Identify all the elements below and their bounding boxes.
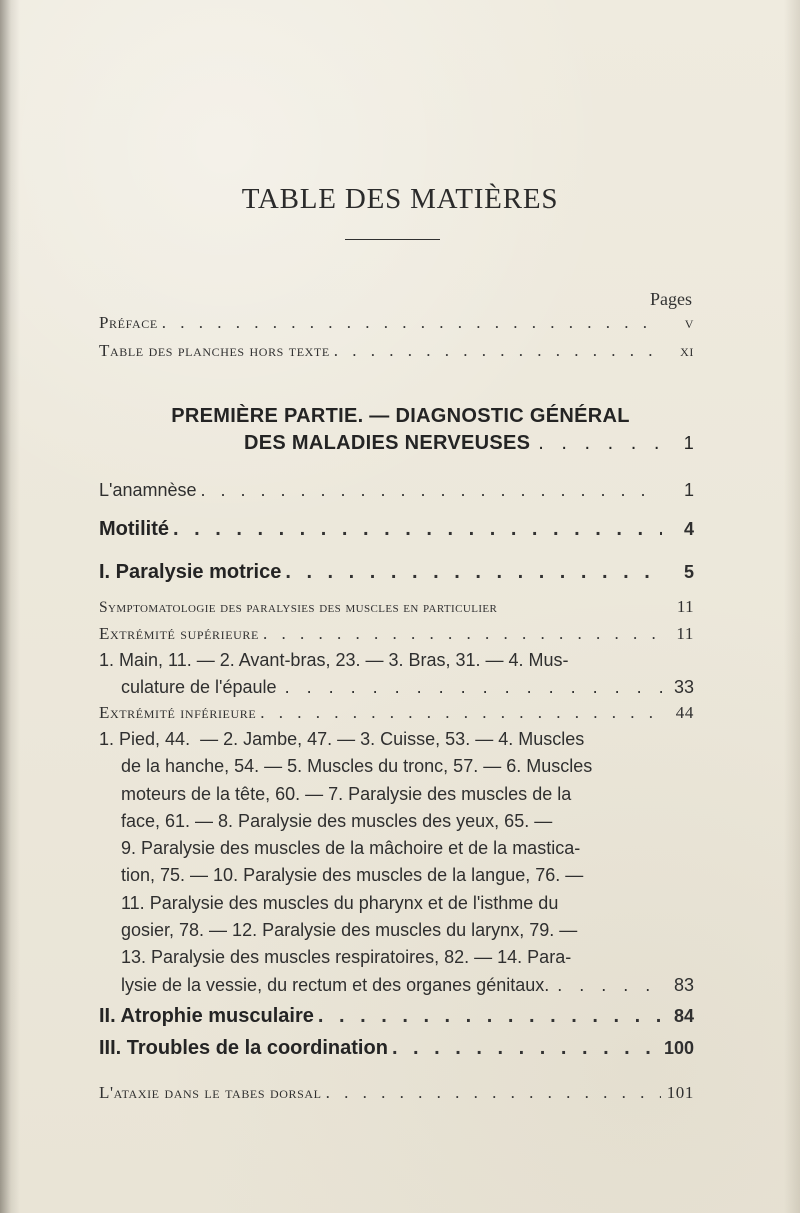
toc-entry-page: 33: [673, 677, 694, 698]
detail-text: de la hanche, 54. — 5. Muscles du tronc, 57. — 6. Muscles: [121, 756, 593, 777]
toc-entry-label: Préface: [99, 313, 158, 332]
toc-entry-symptomatologie: [99, 597, 694, 617]
detail-line: [99, 674, 694, 701]
part-heading-line-1: PREMIÈRE PARTIE. — DIAGNOSTIC GÉNÉRAL: [171, 405, 630, 427]
detail-text: 1. Pied, 44. — 2. Jambe, 47. — 3. Cuisse, 53. — 4. Muscles: [99, 729, 585, 749]
toc-entry-label: Table des planches hors texte: [99, 341, 330, 360]
dot-leader: [392, 1037, 658, 1060]
toc-entry-page: 11: [676, 597, 694, 616]
toc-entry-label: II. Atrophie musculaire: [99, 1005, 314, 1027]
toc-entry-page: 11: [676, 624, 694, 643]
toc-entry-label: L'anamnèse: [99, 480, 197, 500]
toc-detail-extremite-superieure: [99, 647, 694, 702]
toc-entry-page: v: [684, 313, 694, 332]
dot-leader: [326, 1083, 661, 1103]
toc-entry-page: 1: [683, 433, 694, 453]
pages-column-label: Pages: [650, 289, 692, 309]
dot-leader: [334, 341, 662, 361]
dot-leader: [162, 313, 662, 333]
detail-line: [99, 726, 694, 753]
detail-line: [99, 944, 694, 971]
detail-text: 13. Paralysie des muscles respiratoires, 82. — 14. Para-: [121, 947, 572, 968]
toc-entry-page: 5: [683, 562, 694, 582]
toc-entry-page: 84: [673, 1006, 694, 1026]
toc-entry-page: 4: [683, 519, 694, 539]
dot-leader: [318, 1005, 662, 1028]
toc-entry-page: 100: [663, 1038, 694, 1058]
detail-text: lysie de la vessie, du rectum et des organes génitaux.: [121, 974, 550, 995]
toc-entry-ataxie: [99, 1083, 694, 1103]
detail-line: [99, 890, 694, 917]
toc-entry-label: L'ataxie dans le tabes dorsal: [99, 1083, 322, 1102]
detail-text: 9. Paralysie des muscles de la mâchoire et de la mastica-: [121, 838, 581, 859]
toc-entry-page: 83: [673, 974, 694, 995]
dot-leader: [263, 624, 662, 644]
toc-entry-label: III. Troubles de la coordination: [99, 1037, 388, 1059]
toc-entry-anamnese: [99, 480, 694, 501]
toc-detail-extremite-inferieure: [99, 726, 694, 999]
detail-text: face, 61. — 8. Paralysie des muscles des yeux, 65. —: [121, 810, 553, 831]
toc-entry-page: xi: [680, 341, 694, 360]
dot-leader: [201, 480, 662, 501]
dot-leader: [538, 432, 662, 455]
detail-line: [99, 835, 694, 862]
part-heading-line-2: [99, 432, 694, 455]
dot-leader: [173, 518, 662, 541]
toc-entry-label: I. Paralysie motrice: [99, 561, 282, 583]
toc-entry-page: 101: [666, 1083, 694, 1102]
detail-line: [99, 753, 694, 780]
dot-leader: [285, 674, 662, 701]
detail-text: tion, 75. — 10. Paralysie des muscles de la langue, 76. —: [121, 865, 584, 886]
page-title: TABLE DES MATIÈRES: [241, 183, 559, 215]
toc-entry-planches: [99, 341, 694, 361]
detail-line: [99, 917, 694, 944]
toc-entry-label: Symptomatologie des paralysies des muscles en particulier: [99, 599, 498, 616]
toc-entry-paralysie-motrice: [99, 561, 694, 584]
detail-text: moteurs de la tête, 60. — 7. Paralysie des muscles de la: [121, 783, 572, 804]
detail-text: 1. Main, 11. — 2. Avant-bras, 23. — 3. Bras, 31. — 4. Mus-: [99, 650, 569, 670]
toc-entry-coordination: [99, 1037, 694, 1060]
toc-entry-page: 1: [683, 480, 694, 500]
toc-entry-label: Motilité: [99, 518, 169, 540]
detail-line: [99, 647, 694, 674]
detail-text: 11. Paralysie des muscles du pharynx et de l'isthme du: [121, 892, 559, 913]
detail-line: [99, 781, 694, 808]
toc-entry-extremite-inferieure: [99, 703, 694, 723]
detail-line: [99, 862, 694, 889]
detail-text: culature de l'épaule: [121, 677, 277, 698]
toc-entry-extremite-superieure: [99, 624, 694, 644]
detail-text: gosier, 78. — 12. Paralysie des muscles du larynx, 79. —: [121, 920, 578, 941]
part-heading-label: DES MALADIES NERVEUSES: [244, 432, 531, 454]
toc-entry-motilite: [99, 518, 694, 541]
toc-entry-label: Extrémité inférieure: [99, 703, 257, 722]
dot-leader: [260, 703, 662, 723]
dot-leader: [557, 972, 662, 999]
toc-entry-preface: [99, 313, 694, 333]
toc-entry-page: 44: [675, 703, 694, 722]
title-rule: [345, 239, 440, 240]
toc-entry-label: Extrémité supérieure: [99, 624, 259, 643]
detail-line: [99, 972, 694, 999]
detail-line: [99, 808, 694, 835]
toc-entry-atrophie: [99, 1005, 694, 1028]
dot-leader: [285, 561, 662, 584]
